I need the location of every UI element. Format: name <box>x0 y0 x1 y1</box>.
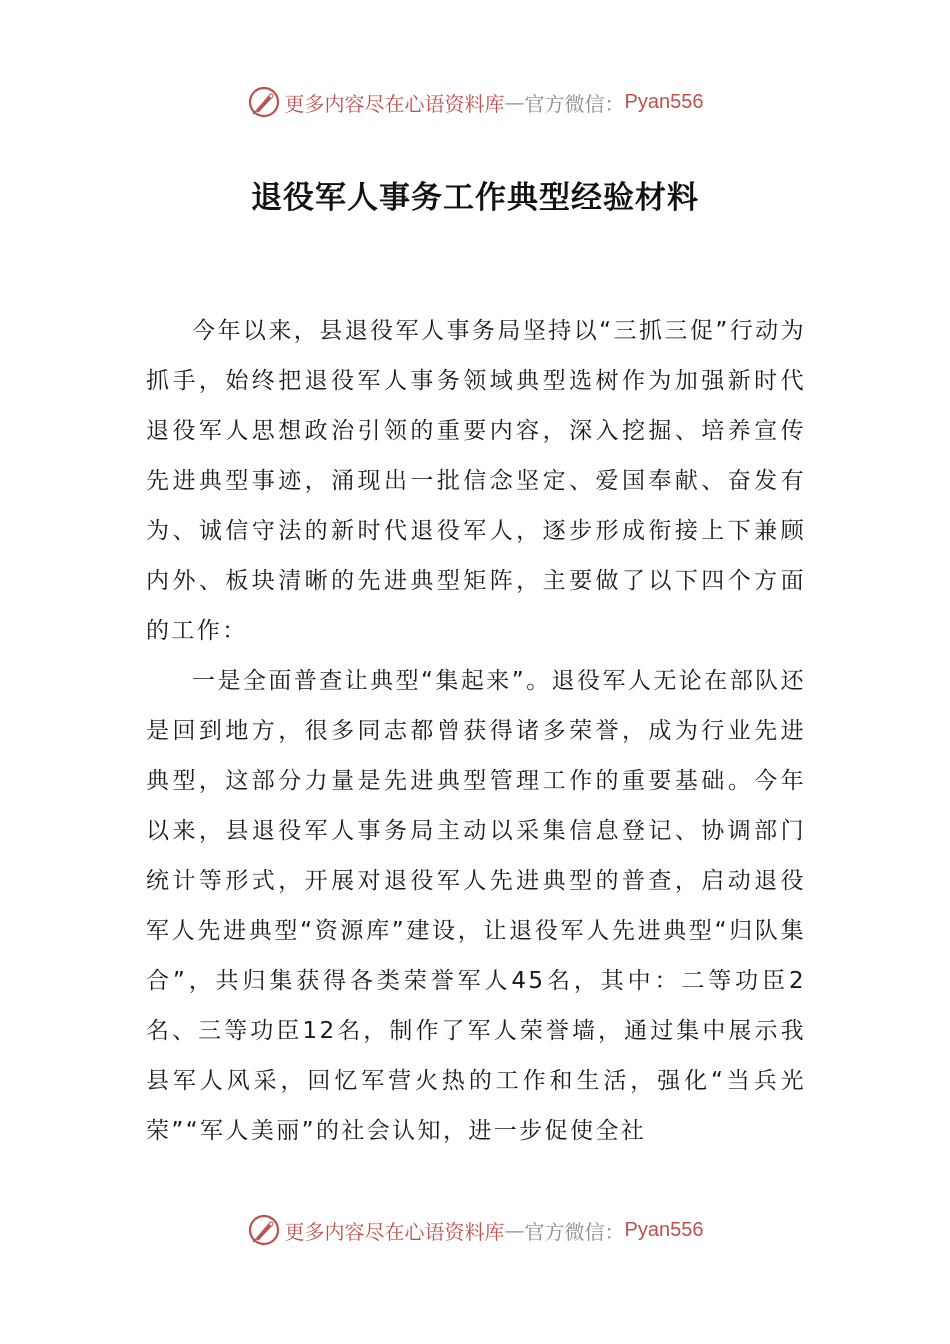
paragraph: 一是全面普查让典型“集起来”。退役军人无论在部队还是回到地方，很多同志都曾获得诸多荣誉，成为行业先进典型，这部分力量是先进典型管理工作的重要基础。今年以来，县退役军人事务局主动以采集信息登记、协调部门统计等形式，开展对退役军人先进典型的普查，启动退役军人先进典型“资源库”建设，让退役军人先进典型“归队集合”，共归集获得各类荣誉军人45名，其中：二等功臣2名、三等功臣12名，制作了军人荣誉墙，通过集中展示我县军人风采，回忆军营火热的工作和生活，强化“当兵光荣”“军人美丽”的社会认知，进一步促使全社 <box>146 668 806 1144</box>
pen-logo-icon <box>247 85 281 119</box>
watermark-footer <box>0 1210 950 1250</box>
paragraph: 今年以来，县退役军人事务局坚持以“三抓三促”行动为抓手，始终把退役军人事务领域典型选树作为加强新时代退役军人思想政治引领的重要内容，深入挖掘、培养宣传先进典型事迹，涌现出一批信念坚定、爱国奉献、奋发有为、诚信守法的新时代退役军人，逐步形成衔接上下兼顾内外、板块清晰的先进典型矩阵，主要做了以下四个方面的工作： <box>146 318 806 644</box>
document-body <box>146 306 806 1156</box>
watermark-brand: 更多内容尽在心语资料库 <box>284 1219 505 1244</box>
watermark-brand: 更多内容尽在心语资料库 <box>284 91 505 116</box>
watermark-label: 官方微信： <box>524 1219 625 1244</box>
document-title: 退役军人事务工作典型经验材料 <box>251 180 699 216</box>
watermark-header <box>0 82 950 122</box>
watermark-dash: — <box>504 90 525 114</box>
pen-logo-icon <box>247 1213 281 1247</box>
watermark-dash: — <box>504 1218 525 1242</box>
watermark-id: Pyan556 <box>624 1218 704 1241</box>
watermark-id: Pyan556 <box>624 90 704 113</box>
watermark-label: 官方微信： <box>524 91 625 116</box>
